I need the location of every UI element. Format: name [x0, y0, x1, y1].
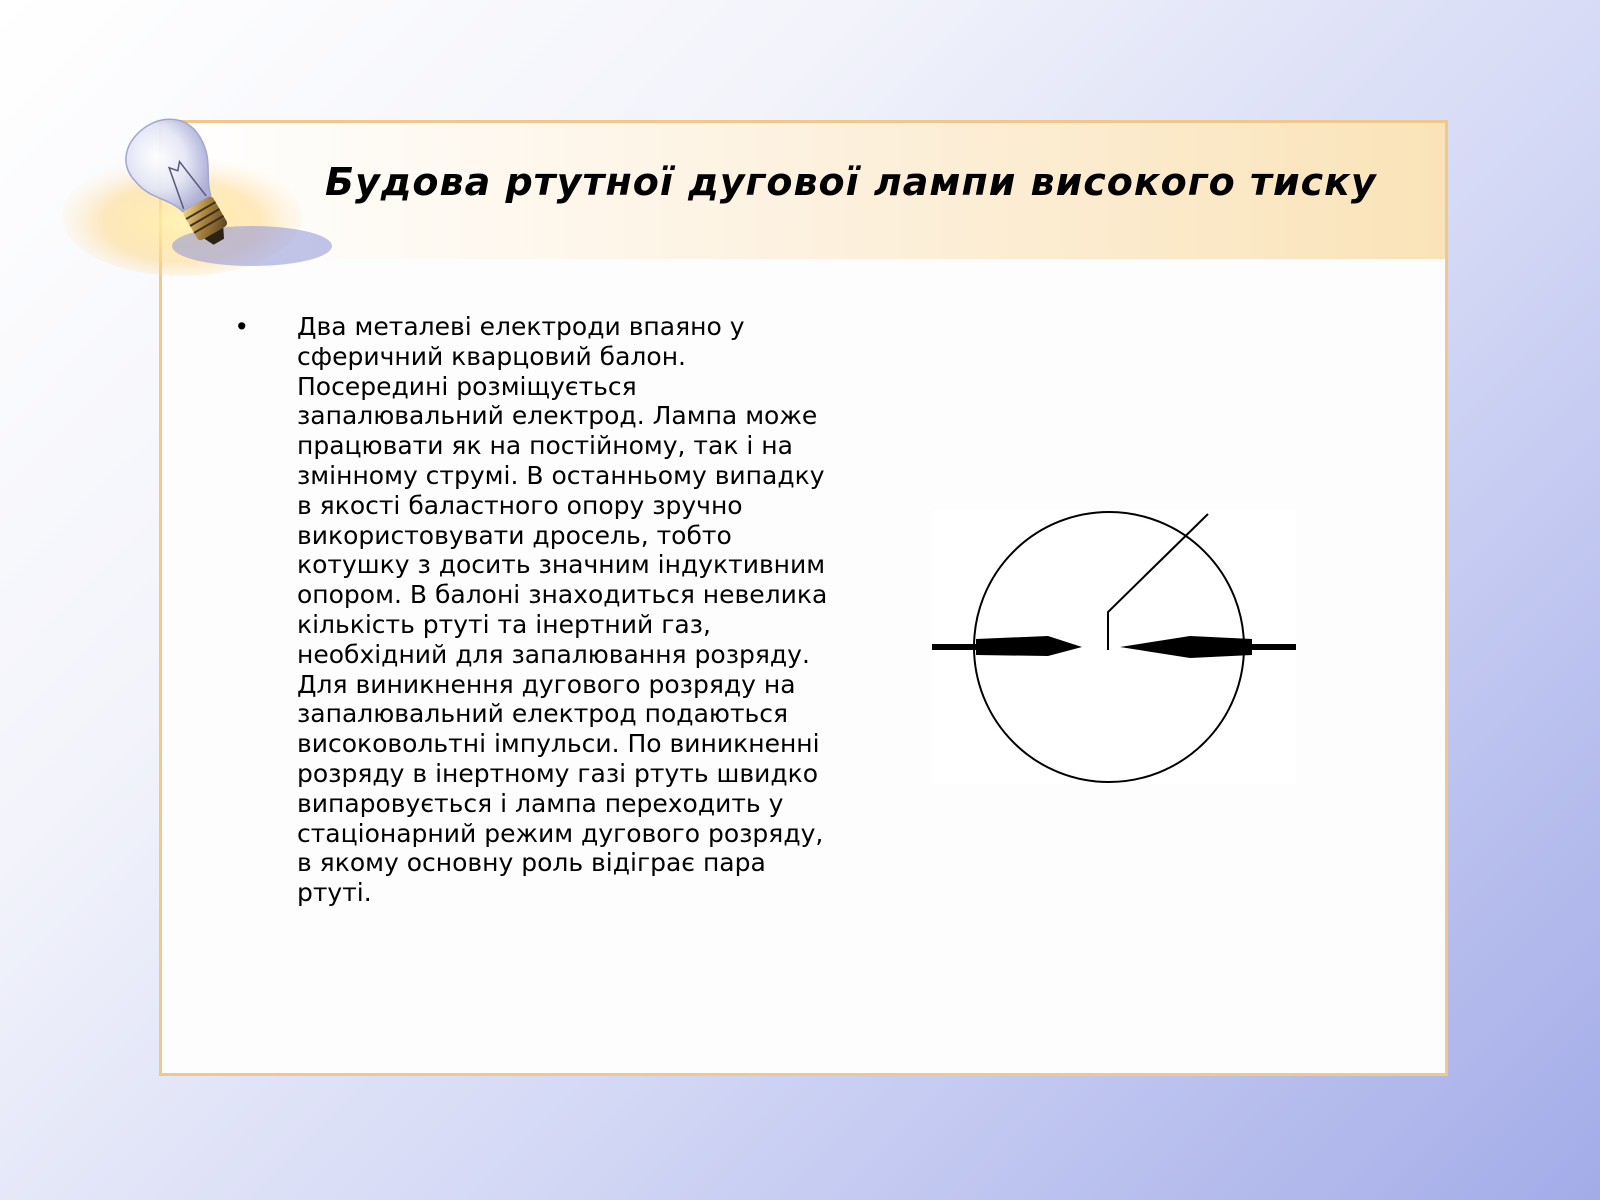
ignition-electrode	[1108, 514, 1208, 650]
right-main-electrode	[1120, 636, 1252, 658]
slide-title: Будова ртутної дугової лампи високого тиску	[325, 160, 1377, 204]
bullet-marker: •	[237, 311, 247, 341]
bullet-list	[237, 312, 837, 908]
mercury-lamp-symbol	[932, 510, 1296, 784]
list-item	[237, 312, 837, 908]
left-main-electrode	[976, 636, 1082, 656]
body-paragraph: Два металеві електроди впаяно у сферичний кварцовий балон. Посередині розміщується запалювальний електрод. Лампа може працювати як на постійному, так і на змінному струмі. В останньому випадку в якості баластного опору зручно використовувати дросель, тобто котушку з досить значним індуктивним опором. В балоні знаходиться невелика кількість ртуті та інертний газ, необхідний для запалювання розряду. Для виникнення дугового розряду на запалювальний електрод подаються високовольтні імпульси. По виникненні розряду в інертному газі ртуть швидко випаровується і лампа переходить у стаціонарний режим дугового розряду, в якому основну роль відіграє пара ртуті.	[297, 312, 828, 908]
light-bulb-icon	[62, 86, 362, 286]
